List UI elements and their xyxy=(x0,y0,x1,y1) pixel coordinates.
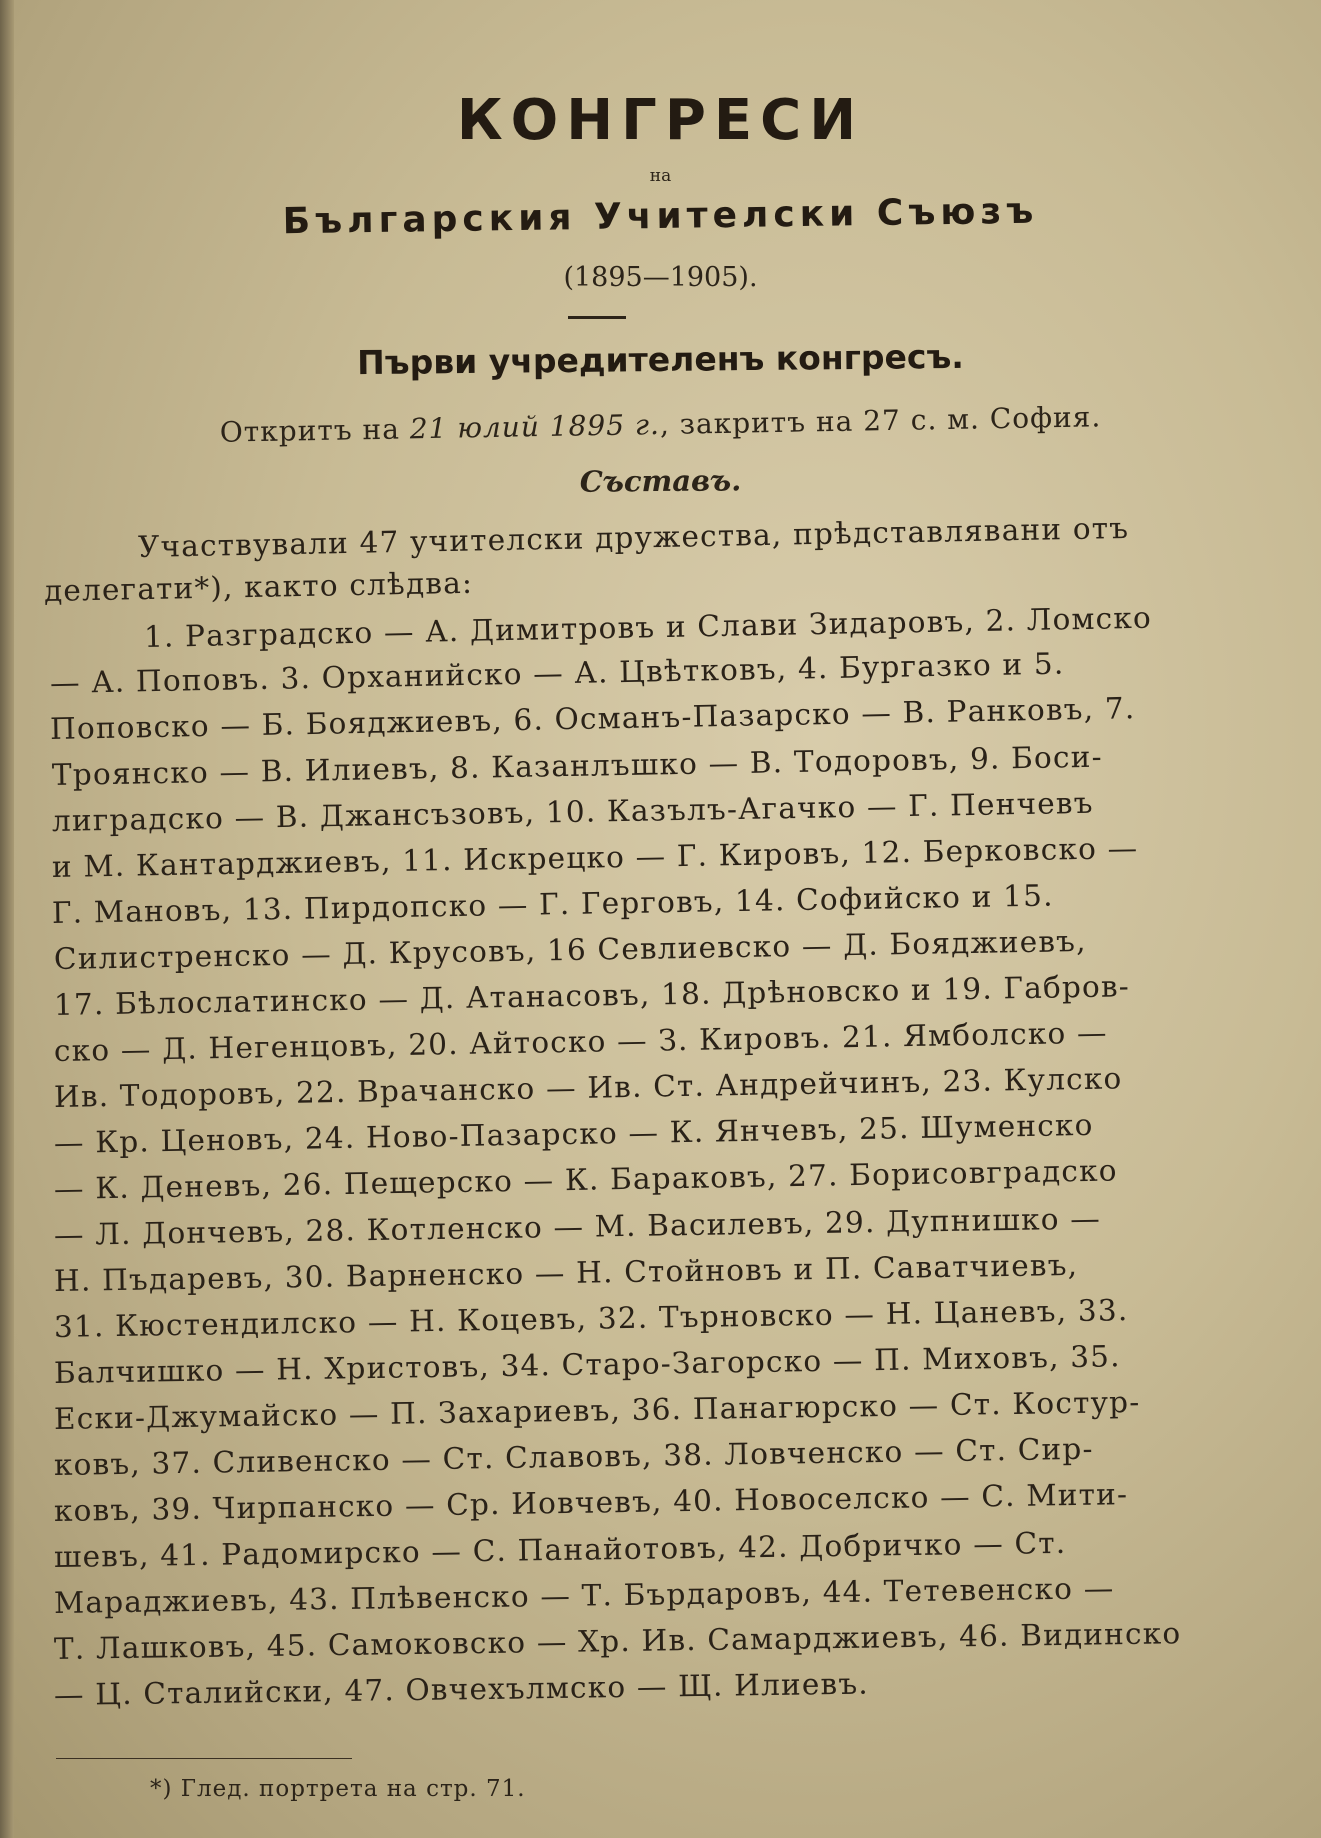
body-line: — А. Поповъ. 3. Орханийско — А. Цвѣтковъ, 4. Бургазко и 5. xyxy=(49,646,1065,700)
body-line: — Кр. Ценовъ, 24. Ново-Пазарско — К. Янчевъ, 25. Шуменско xyxy=(53,1107,1094,1160)
body-line: Т. Лашковъ, 45. Самоковско — Хр. Ив. Самарджиевъ, 46. Видинско xyxy=(53,1616,1182,1666)
years-range: (1895—1905). xyxy=(563,262,758,293)
opened-label: Откритъ на xyxy=(219,412,401,449)
closed-text: , закритъ на 27 с. м. София. xyxy=(659,400,1102,442)
body-line: ско — Д. Негенцовъ, 20. Айтоско — З. Кировъ. 21. Ямболско — xyxy=(53,1015,1108,1068)
body-line: 31. Кюстендилско — Н. Коцевъ, 32. Търновско — Н. Цаневъ, 33. xyxy=(53,1293,1129,1344)
body-line: ковъ, 37. Сливенско — Ст. Славовъ, 38. Ловченско — Ст. Сир- xyxy=(53,1431,1094,1482)
body-line: Балчишко — Н. Христовъ, 34. Старо-Загорско — П. Миховъ, 35. xyxy=(53,1339,1121,1390)
body-line: шевъ, 41. Радомирско — С. Панайотовъ, 42. Добричко — Ст. xyxy=(53,1525,1067,1574)
body-line: Участвували 47 учителски дружества, прѣдставлявани отъ xyxy=(137,510,1130,564)
body-line: Поповско — Б. Бояджиевъ, 6. Османъ-Пазарско — В. Ранковъ, 7. xyxy=(49,691,1136,746)
body-line: Троянско — В. Илиевъ, 8. Казанлъшко — В. Тодоровъ, 9. Боси- xyxy=(51,739,1104,792)
body-line: делегати*), както слѣдва: xyxy=(43,565,474,608)
body-line: Мараджиевъ, 43. Плѣвенско — Т. Бърдаровъ, 44. Тетевенско — xyxy=(53,1571,1115,1620)
title-preposition: на xyxy=(649,166,672,186)
body-line: Силистренско — Д. Крусовъ, 16 Севлиевско — Д. Бояджиевъ, xyxy=(53,923,1087,976)
footnote: *) Глед. портрета на стр. 71. xyxy=(150,1776,526,1802)
body-line: — К. Деневъ, 26. Пещерско — К. Бараковъ, 27. Борисовградско xyxy=(53,1153,1118,1206)
opened-date: 21 юлий 1895 г. xyxy=(409,408,661,446)
body-line: и М. Кантарджиевъ, 11. Искрецко — Г. Кировъ, 12. Берковско — xyxy=(51,831,1139,884)
section-heading: Първи учредителенъ конгресъ. xyxy=(356,336,965,383)
body-line: лиградско — В. Джансъзовъ, 10. Казълъ-Агачко — Г. Пенчевъ xyxy=(51,785,1094,838)
page-title: КОНГРЕСИ xyxy=(456,88,865,153)
union-name: Българския Учителски Съюзъ xyxy=(282,190,1039,243)
footnote-divider xyxy=(56,1758,352,1759)
body-line: — Л. Дончевъ, 28. Котленско — М. Василевъ, 29. Дупнишко — xyxy=(53,1201,1102,1252)
body-line: Ив. Тодоровъ, 22. Врачанско — Ив. Ст. Андрейчинъ, 23. Кулско xyxy=(53,1061,1123,1114)
composition-heading: Съставъ. xyxy=(579,463,742,499)
body-line: ковъ, 39. Чирпанско — Ср. Иовчевъ, 40. Новоселско — С. Мити- xyxy=(53,1477,1129,1528)
body-line: Ески-Джумайско — П. Захариевъ, 36. Панагюрско — Ст. Костур- xyxy=(53,1384,1141,1436)
body-line: 17. Бѣлослатинско — Д. Атанасовъ, 18. Дрѣновско и 19. Габров- xyxy=(53,969,1131,1022)
body-line: — Ц. Сталийски, 47. Овчехълмско — Щ. Илиевъ. xyxy=(53,1666,870,1712)
body-line: Н. Пъдаревъ, 30. Варненско — Н. Стойновъ и П. Саватчиевъ, xyxy=(53,1247,1079,1298)
body-line: 1. Разградско — А. Димитровъ и Слави Зидаровъ, 2. Ломско xyxy=(143,600,1153,654)
body-line: Г. Мановъ, 13. Пирдопско — Г. Герговъ, 14. Софийско и 15. xyxy=(51,878,1054,930)
